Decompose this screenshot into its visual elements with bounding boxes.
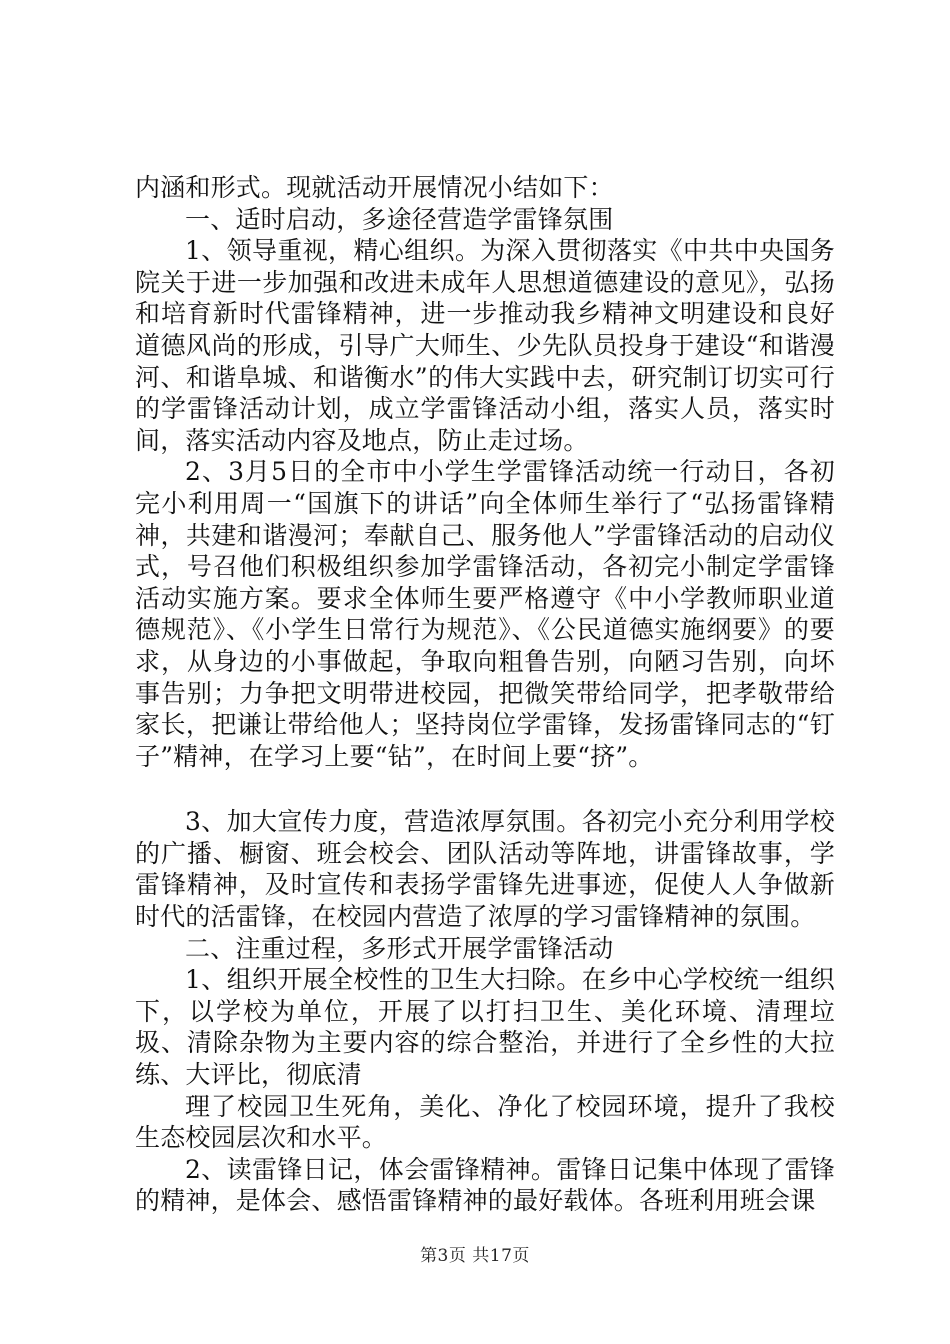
paragraph-2-1-continued: 理了校园卫生死角，美化、净化了校园环境，提升了我校生态校园层次和水平。 <box>135 1091 835 1153</box>
paragraph-1-3: 3、加大宣传力度，营造浓厚氛围。各初完小充分利用学校的广播、橱窗、班会校会、团队活动等阵地，讲雷锋故事，学雷锋精神，及时宣传和表扬学雷锋先进事迹，促使人人争做新时代的活雷锋，在校园内营造了浓厚的学习雷锋精神的氛围。 <box>135 807 835 932</box>
paragraph-1-2: 2、3月5日的全市中小学生学雷锋活动统一行动日，各初完小利用周一“国旗下的讲话”向全体师生举行了“弘扬雷锋精神，共建和谐漫河；奉献自己、服务他人”学雷锋活动的启动仪式，号召他们积极组织参加学雷锋活动，各初完小制定学雷锋活动实施方案。要求全体师生要严格遵守《中小学教师职业道德规范》、《小学生日常行为规范》、《公民道德实施纲要》的要求，从身边的小事做起，争取向粗鲁告别，向陋习告别，向坏事告别；力争把文明带进校园，把微笑带给同学，把孝敬带给家长，把谦让带给他人；坚持岗位学雷锋，发扬雷锋同志的“钉子”精神，在学习上要“钻”，在时间上要“挤”。 <box>135 457 835 771</box>
document-body <box>135 172 835 1217</box>
paragraph-2-2: 2、读雷锋日记，体会雷锋精神。雷锋日记集中体现了雷锋的精神，是体会、感悟雷锋精神的最好载体。各班利用班会课 <box>135 1154 835 1216</box>
page-number-footer: 第3页 共17页 <box>420 1246 530 1266</box>
heading-section-1: 一、适时启动，多途径营造学雷锋氛围 <box>185 204 614 234</box>
paragraph-intro: 内涵和形式。现就活动开展情况小结如下： <box>135 173 614 202</box>
heading-section-2: 二、注重过程，多形式开展学雷锋活动 <box>185 933 614 963</box>
paragraph-gap <box>135 772 835 806</box>
paragraph-1-1: 1、领导重视，精心组织。为深入贯彻落实《中共中央国务院关于进一步加强和改进未成年人思想道德建设的意见》，弘扬和培育新时代雷锋精神，进一步推动我乡精神文明建设和良好道德风尚的形成，引导广大师生、少先队员投身于建设“和谐漫河、和谐阜城、和谐衡水”的伟大实践中去，研究制订切实可行的学雷锋活动计划，成立学雷锋活动小组，落实人员，落实时间，落实活动内容及地点，防止走过场。 <box>135 236 835 455</box>
paragraph-2-1: 1、组织开展全校性的卫生大扫除。在乡中心学校统一组织下，以学校为单位，开展了以打扫卫生、美化环境、清理垃圾、清除杂物为主要内容的综合整治，并进行了全乡性的大拉练、大评比，彻底清 <box>135 965 835 1090</box>
